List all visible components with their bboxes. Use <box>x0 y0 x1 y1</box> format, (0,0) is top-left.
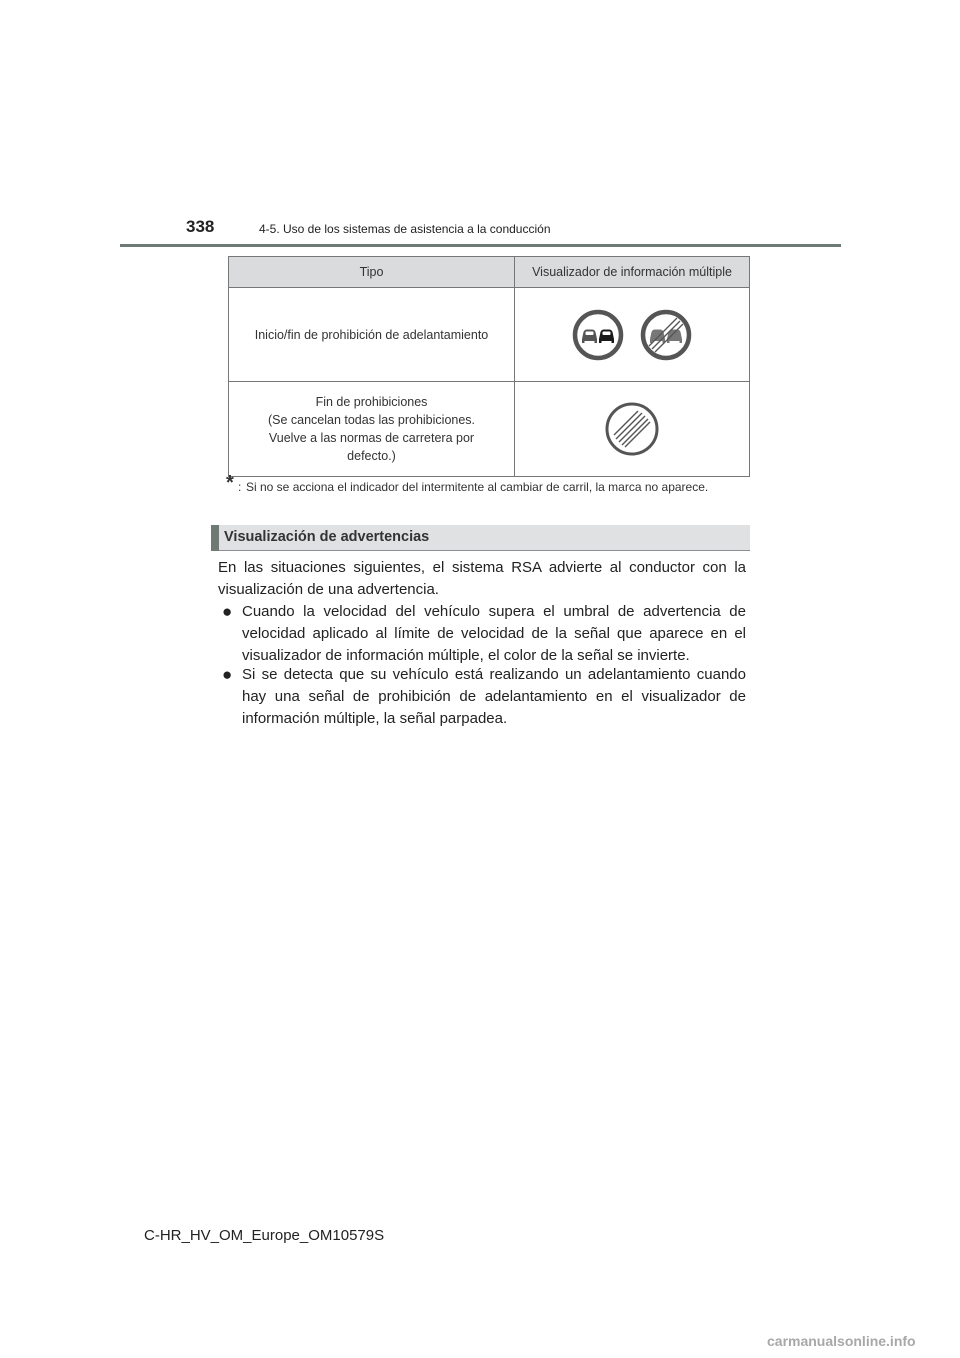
table-header-row <box>229 257 750 288</box>
end-no-overtaking-sign-icon <box>640 309 692 361</box>
watermark: carmanualsonline.info <box>767 1333 916 1349</box>
type-label-line: Vuelve a las normas de carretera por <box>268 431 475 445</box>
display-cell <box>515 382 750 477</box>
type-label-line: Fin de prohibiciones <box>315 395 428 409</box>
subsection-heading <box>211 525 750 551</box>
display-cell <box>515 288 750 382</box>
no-overtaking-sign-icon <box>572 309 624 361</box>
list-item-text: Si se detecta que su vehículo está realizando un adelantamiento cuando hay una señal de prohibición de adelantamiento en el visualizador de información múltiple, la señal parpadea. <box>242 666 746 727</box>
footnote-marker: * <box>226 472 234 494</box>
page-number: 338 <box>186 217 215 236</box>
list-item <box>218 664 746 730</box>
section-header: 4-5. Uso de los sistemas de asistencia a la conducción <box>259 222 551 236</box>
subsection-title: Visualización de advertencias <box>224 529 430 545</box>
type-cell <box>229 382 515 477</box>
type-cell <box>229 288 515 382</box>
bullet-icon: ● <box>222 665 233 684</box>
type-label-line: defecto.) <box>347 449 396 463</box>
type-label-line: (Se cancelan todas las prohibiciones. <box>267 413 476 427</box>
table-row <box>229 382 750 477</box>
column-header-display: Visualizador de información múltiple <box>515 257 750 288</box>
type-label: Inicio/fin de prohibición de adelantamiento <box>254 327 489 342</box>
header-divider <box>120 244 841 247</box>
bullet-icon: ● <box>222 602 233 621</box>
intro-paragraph: En las situaciones siguientes, el sistema RSA advierte al conductor con la visualización de una advertencia. <box>218 559 746 598</box>
subsection-accent-bar <box>211 525 219 551</box>
end-of-all-restrictions-sign-icon <box>604 401 660 457</box>
table-row <box>229 288 750 382</box>
footnote-colon: : <box>238 480 242 494</box>
column-header-type: Tipo <box>229 257 515 288</box>
sign-types-table <box>228 256 750 477</box>
footnote-text: Si no se acciona el indicador del intermitente al cambiar de carril, la marca no aparece. <box>246 480 709 494</box>
footnote <box>226 472 745 496</box>
list-item <box>218 601 746 667</box>
list-item-text: Cuando la velocidad del vehículo supera el umbral de advertencia de velocidad aplicado al límite de velocidad de la señal que aparece en el visualizador de información múltiple, el color de la señal se invierte. <box>242 603 746 664</box>
document-code: C-HR_HV_OM_Europe_OM10579S <box>144 1227 385 1244</box>
